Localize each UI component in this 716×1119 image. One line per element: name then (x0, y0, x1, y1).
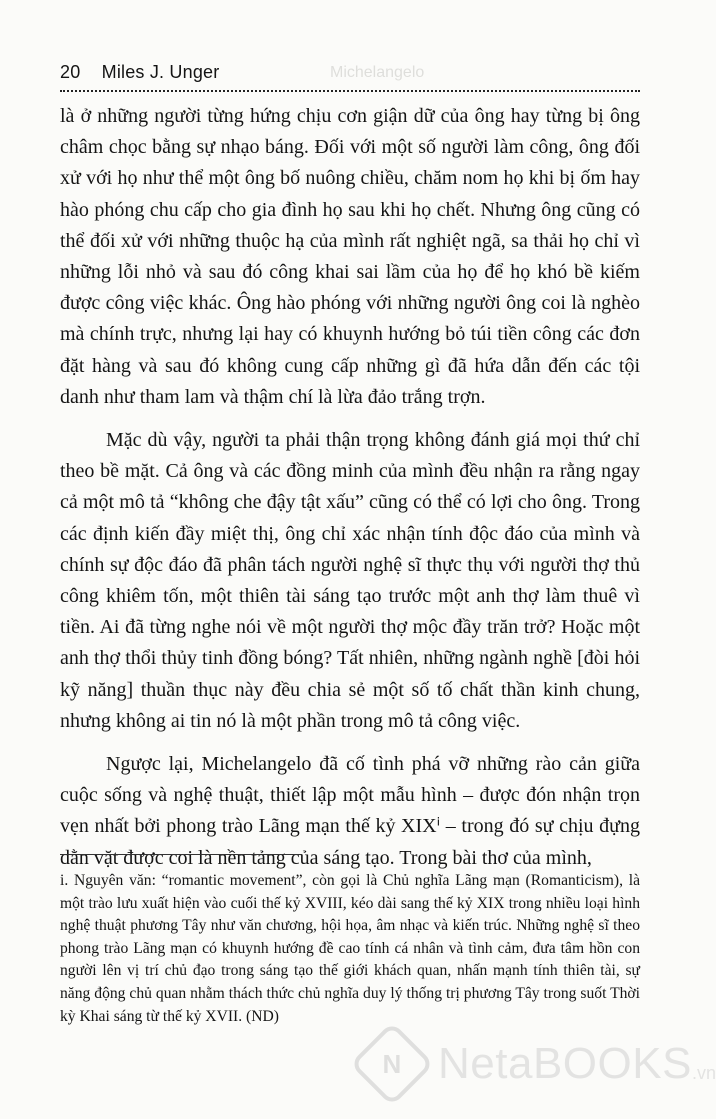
paragraph-2: Mặc dù vậy, người ta phải thận trọng không đánh giá mọi thứ chỉ theo bề mặt. Cả ông và các đồng minh của mình đều nhận ra rằng ngay cả một mô tả “không che đậy tật xấu” cũng có thể có lợi cho ông. Trong các định kiến đầy miệt thị, ông chỉ xác nhận tính độc đáo của mình và chính sự độc đáo đã phân tách người nghệ sĩ thực thụ với người thợ thủ công khiêm tốn, một thiên tài sáng tạo trước một anh thợ làm thuê vì tiền. Ai đã từng nghe nói về một người thợ mộc đầy trăn trở? Hoặc một anh thợ thổi thủy tinh đồng bóng? Tất nhiên, những ngành nghề [đòi hỏi kỹ năng] thuần thục này đều chia sẻ một số tố chất thần kinh chung, nhưng không ai tin nó là một phần trong mô tả công việc. (60, 429, 640, 732)
bleed-through-title: Michelangelo (330, 64, 425, 81)
publisher-watermark (362, 1034, 716, 1094)
logo-letter: N (382, 1048, 402, 1079)
footnote: i. Nguyên văn: “romantic movement”, còn gọi là Chủ nghĩa Lãng mạn (Romanticism), là một trào lưu xuất hiện vào cuối thế kỷ XVIII, kéo dài sang thế kỷ XIX trong nhiều loại hình nghệ thuật phương Tây như văn chương, hội họa, âm nhạc và kiến trúc. Những nghệ sĩ theo phong trào Lãng mạn có khuynh hướng đề cao tính cá nhân và tình cảm, đưa tâm hồn con người lên vị trí chủ đạo trong sáng tạo thế giới khách quan, nhấn mạnh tính thiên tài, sự năng động chủ quan nhằm thách thức chủ nghĩa duy lý thống trị phương Tây trong suốt Thời kỳ Khai sáng từ thế kỷ XVII. (ND) (60, 872, 640, 1025)
author-name: Miles J. Unger (101, 62, 220, 82)
running-head (60, 62, 219, 83)
paragraph-3: Ngược lại, Michelangelo đã cố tình phá vỡ những rào cản giữa cuộc sống và nghệ thuật, thiết lập một mẫu hình – được đón nhận trọn vẹn nhất bởi phong trào Lãng mạn thế kỷ XIXⁱ – trong đó sự chịu đựng dằn vặt được coi là nền tảng của sáng tạo. Trong bài thơ của mình, (60, 753, 640, 869)
watermark-suffix: .vn (691, 1063, 716, 1083)
page-number: 20 (60, 62, 81, 82)
header-divider (60, 90, 640, 92)
netabooks-logo-icon (350, 1022, 435, 1107)
body-text (60, 101, 640, 874)
watermark-brand: NetaBOOKS (438, 1039, 692, 1088)
paragraph-1: là ở những người từng hứng chịu cơn giận dữ của ông hay từng bị ông châm chọc bằng sự nhạo báng. Đối với một số người làm công, ông đối xử với họ như thể một ông bố nuông chiều, chăm nom họ khi bị ốm hay hào phóng chu cấp cho gia đình họ sau khi họ chết. Nhưng ông cũng có thể đối xử với những thuộc hạ của mình rất nghiệt ngã, sa thải họ chỉ vì những lỗi nhỏ và sau đó công khai sai lầm của họ để họ khó bề kiếm được công việc khác. Ông hào phóng với những người ông coi là nghèo mà chính trực, nhưng lại hay có khuynh hướng bỏ túi tiền công các đơn đặt hàng và sau đó không cung cấp những gì đã hứa dẫn đến các tội danh như tham lam và thậm chí là lừa đảo trắng trợn. (60, 105, 640, 408)
footnote-divider (60, 854, 302, 855)
